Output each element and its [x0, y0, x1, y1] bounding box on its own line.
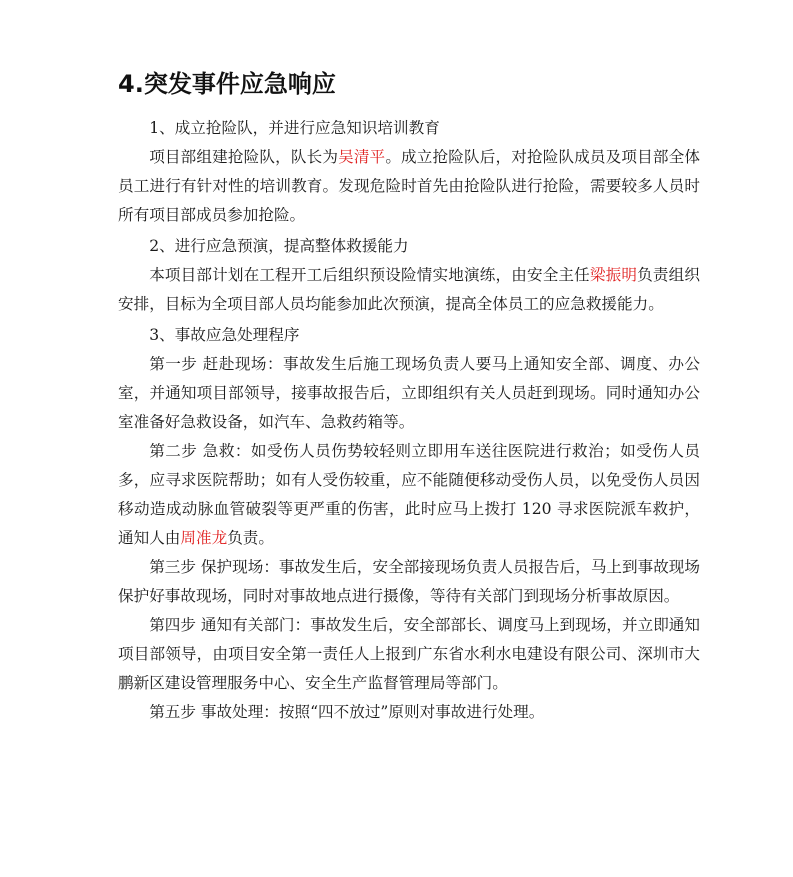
document-page [118, 66, 700, 727]
s2-paragraph [118, 261, 700, 319]
s2-text-a: 本项目部计划在工程开工后组织预设险情实地演练，由安全主任 [149, 266, 590, 284]
step5-paragraph: 第五步 事故处理：按照“四不放过”原则对事故进行处理。 [149, 703, 545, 721]
s1-text-a: 项目部组建抢险队，队长为 [149, 148, 339, 166]
step4-paragraph: 第四步 通知有关部门：事故发生后，安全部部长、调度马上到现场，并立即通知项目部领导，由项目安全第一责任人上报到广东省水利水电建设有限公司、深圳市大鹏新区建设管理服务中心、安全生产监督管理局等部门。 [118, 616, 700, 692]
s2-heading: 2、进行应急预演，提高整体救援能力 [149, 237, 409, 255]
step1-paragraph: 第一步 赶赴现场：事故发生后施工现场负责人要马上通知安全部、调度、办公室，并通知项目部领导，接事故报告后，立即组织有关人员赶到现场。同时通知办公室准备好急救设备，如汽车、急救药箱等。 [118, 355, 700, 431]
step2-paragraph [118, 437, 700, 553]
s2-safety-director-name: 梁振明 [589, 266, 638, 284]
step2-notifier-name: 周准龙 [180, 529, 228, 547]
s1-paragraph [118, 143, 700, 230]
s1-text-b: 。成立抢险队后，对抢险队成员及项目部全体员工进行有针对性的培训教育。发现危险时首先由抢险队进行抢险，需要较多人员时所有项目部成员参加抢险。 [118, 148, 700, 224]
step2-text-b: 负责。 [227, 529, 274, 547]
s2-text-b: 负责组织安排，目标为全项目部人员均能参加此次预演，提高全体员工的应急救援能力。 [118, 266, 700, 313]
section-title: 4.突发事件应急响应 [118, 70, 336, 98]
s1-heading: 1、成立抢险队，并进行应急知识培训教育 [149, 119, 440, 137]
step2-text-a: 第二步 急救：如受伤人员伤势较轻则立即用车送往医院进行救治；如受伤人员多，应寻求医院帮助；如有人受伤较重，应不能随便移动受伤人员，以免受伤人员因移动造成动脉血管破裂等更严重的伤害，此时应马上拨打 120 寻求医院派车救护，通知人由 [118, 442, 700, 547]
s1-captain-name: 吴清平 [338, 148, 386, 166]
s3-heading: 3、事故应急处理程序 [149, 326, 300, 344]
step3-paragraph: 第三步 保护现场：事故发生后，安全部接现场负责人员报告后，马上到事故现场保护好事故现场，同时对事故地点进行摄像，等待有关部门到现场分析事故原因。 [118, 558, 700, 605]
